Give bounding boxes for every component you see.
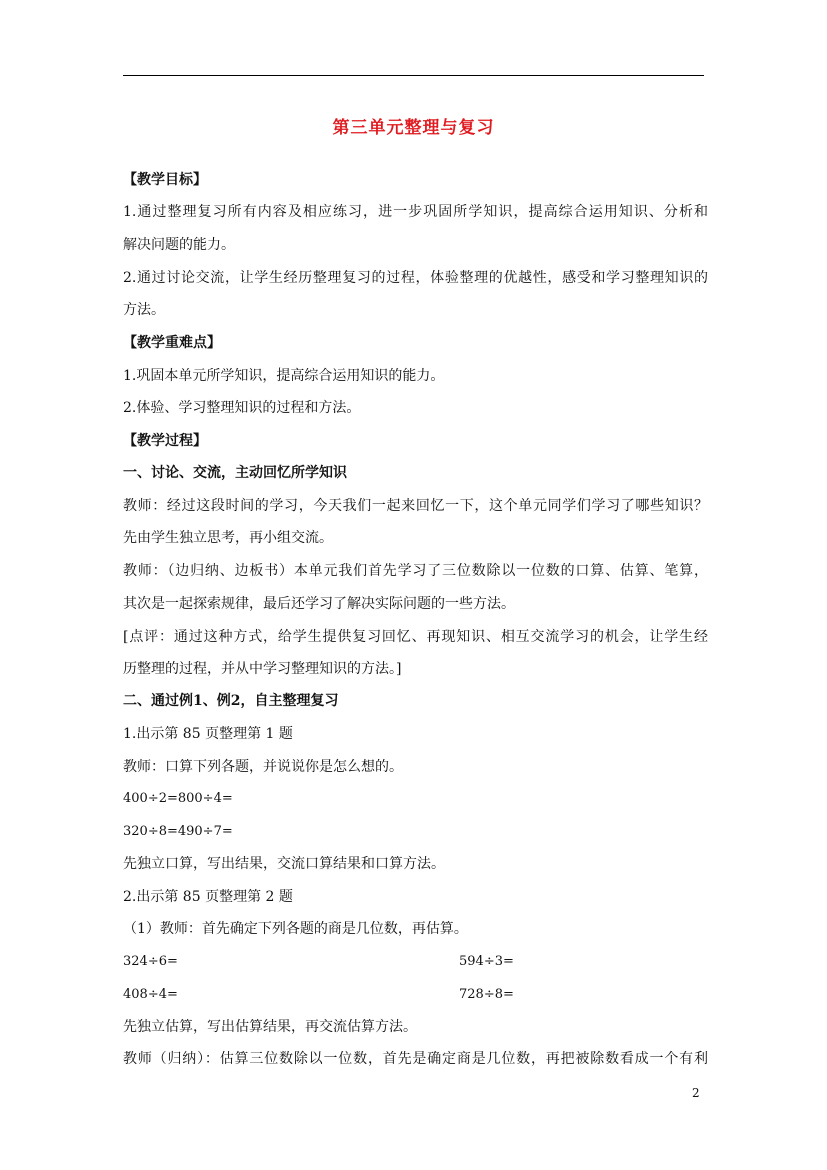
paragraph-line: 2.体验、学习整理知识的过程和方法。 <box>123 400 361 416</box>
paragraph-line: 方法。 <box>123 302 165 318</box>
paragraph-line: 教师：经过这段时间的学习，今天我们一起来回忆一下，这个单元同学们学习了哪些知识？ <box>123 498 708 514</box>
header-rule <box>123 75 704 76</box>
subsection-heading-2: 二、通过例1、例2，自主整理复习 <box>123 693 339 709</box>
page-title: 第三单元整理与复习 <box>332 118 495 138</box>
paragraph-line: [点评：通过这种方式，给学生提供复习回忆、再现知识、相互交流学习的机会，让学生经 <box>123 629 708 645</box>
subsection-heading-1: 一、讨论、交流，主动回忆所学知识 <box>123 465 347 481</box>
paragraph-line: （1）教师：首先确定下列各题的商是几位数，再估算。 <box>123 921 468 937</box>
paragraph-line: 1.出示第 85 页整理第 1 题 <box>123 726 293 742</box>
paragraph-line: 教师（归纳）：估算三位数除以一位数，首先是确定商是几位数，再把被除数看成一个有利 <box>123 1051 708 1067</box>
equation-line: 320÷8=490÷7= <box>123 824 233 839</box>
paragraph-line: 先独立估算，写出估算结果，再交流估算方法。 <box>123 1019 417 1035</box>
estimate-right: 594÷3= <box>459 954 514 969</box>
estimate-row <box>123 985 708 1005</box>
paragraph-line: 教师：口算下列各题，并说说你是怎么想的。 <box>123 759 403 775</box>
paragraph-line: 2.通过讨论交流，让学生经历整理复习的过程，体验整理的优越性，感受和学习整理知识的 <box>123 270 708 286</box>
estimate-left: 324÷6= <box>123 954 178 969</box>
section-heading-difficulties: 【教学重难点】 <box>123 335 221 351</box>
paragraph-line: 教师：（边归纳、边板书）本单元我们首先学习了三位数除以一位数的口算、估算、笔算， <box>123 563 708 579</box>
paragraph-line: 历整理的过程，并从中学习整理知识的方法。] <box>123 661 402 677</box>
page-number: 2 <box>692 1086 700 1100</box>
section-heading-process: 【教学过程】 <box>123 433 207 449</box>
paragraph-line: 其次是一起探索规律，最后还学习了解决实际问题的一些方法。 <box>123 596 515 612</box>
estimate-right: 728÷8= <box>459 987 514 1002</box>
paragraph-line: 1.巩固本单元所学知识，提高综合运用知识的能力。 <box>123 368 445 384</box>
estimate-left: 408÷4= <box>123 987 178 1002</box>
section-heading-objectives: 【教学目标】 <box>123 172 207 188</box>
paragraph-line: 先由学生独立思考，再小组交流。 <box>123 530 333 546</box>
paragraph-line: 先独立口算，写出结果，交流口算结果和口算方法。 <box>123 856 445 872</box>
equation-line: 400÷2=800÷4= <box>123 791 233 806</box>
paragraph-line: 1.通过整理复习所有内容及相应练习，进一步巩固所学知识，提高综合运用知识、分析和 <box>123 204 708 220</box>
paragraph-line: 解决问题的能力。 <box>123 237 235 253</box>
estimate-row <box>123 952 708 972</box>
paragraph-line: 2.出示第 85 页整理第 2 题 <box>123 889 293 905</box>
